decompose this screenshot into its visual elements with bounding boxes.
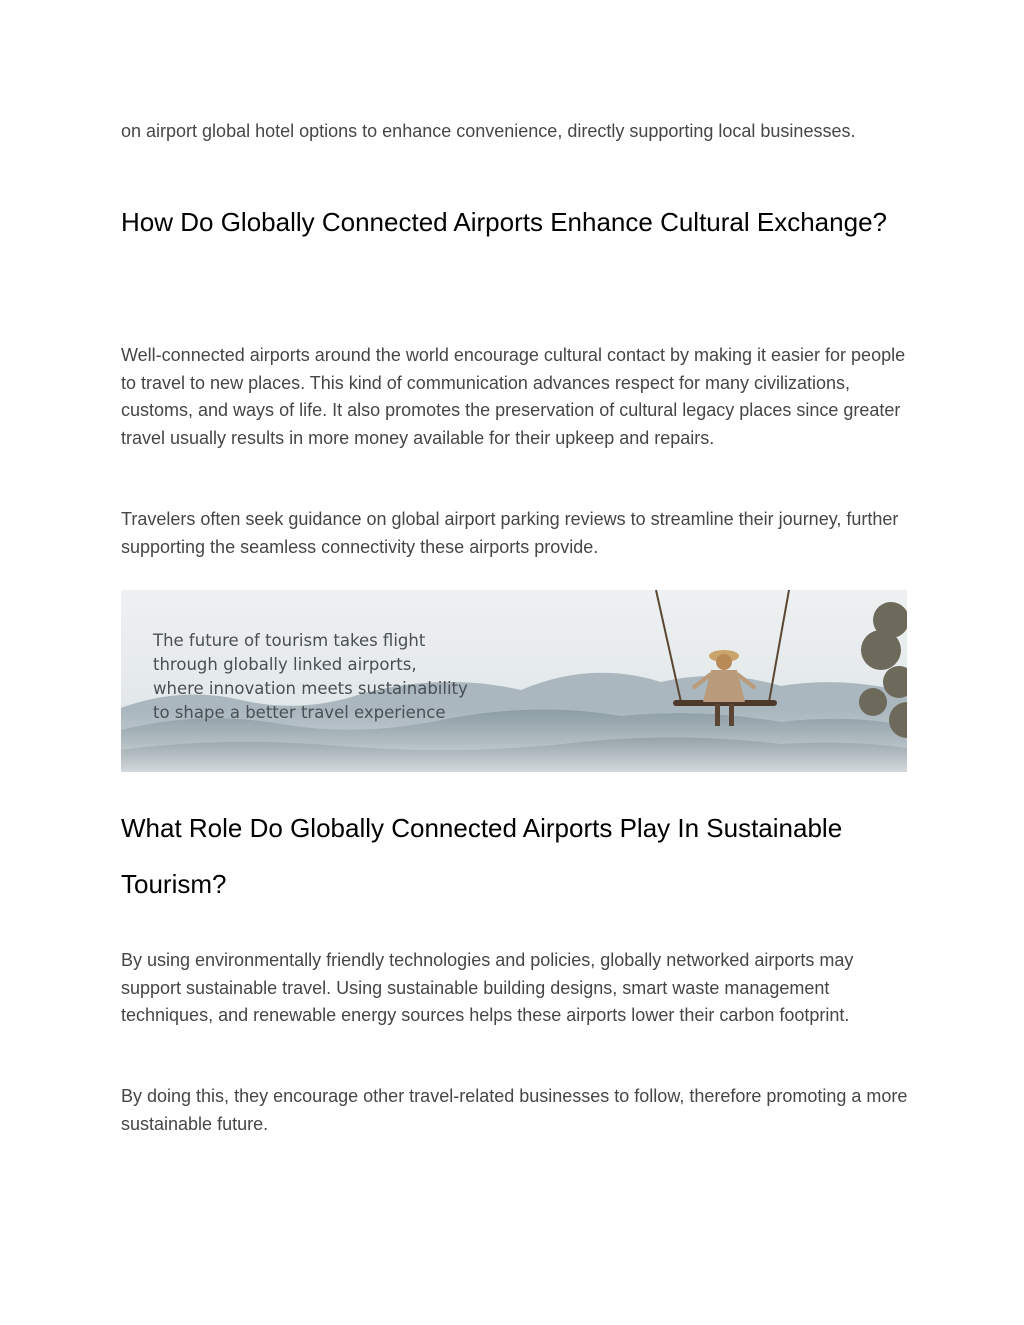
sustainable-paragraph-1: By using environmentally friendly technologies and policies, globally networked airports may support sustainable travel. Using sustainable building designs, smart waste management techniques, and renewable energy sources helps these airports lower their carbon footprint. — [121, 950, 854, 1026]
banner-image — [121, 590, 907, 772]
banner-caption-line: to shape a better travel experience — [153, 703, 446, 722]
banner-caption-line: where innovation meets sustainability — [153, 679, 468, 698]
sustainable-paragraph-2: By doing this, they encourage other travel-related businesses to follow, therefore promoting a more sustainable future. — [121, 1086, 908, 1134]
banner-caption-line: through globally linked airports, — [153, 655, 417, 674]
heading-sustainable-tourism: What Role Do Globally Connected Airports Play In Sustainable Tourism? — [121, 813, 843, 899]
cultural-paragraph-1: Well-connected airports around the world encourage cultural contact by making it easier for people to travel to new places. This kind of communication advances respect for many civilizations, customs, and ways of life. It also promotes the preservation of cultural legacy places since greater travel usually results in more money available for their upkeep and repairs. — [121, 345, 906, 448]
intro-paragraph: on airport global hotel options to enhance convenience, directly supporting local businesses. — [121, 121, 856, 141]
heading-cultural-exchange: How Do Globally Connected Airports Enhance Cultural Exchange? — [121, 207, 887, 237]
cultural-paragraph-2: Travelers often seek guidance on global airport parking reviews to streamline their journey, further supporting the seamless connectivity these airports provide. — [121, 509, 899, 557]
swing-landscape-illustration — [121, 590, 907, 772]
banner-caption-line: The future of tourism takes flight — [153, 631, 426, 650]
